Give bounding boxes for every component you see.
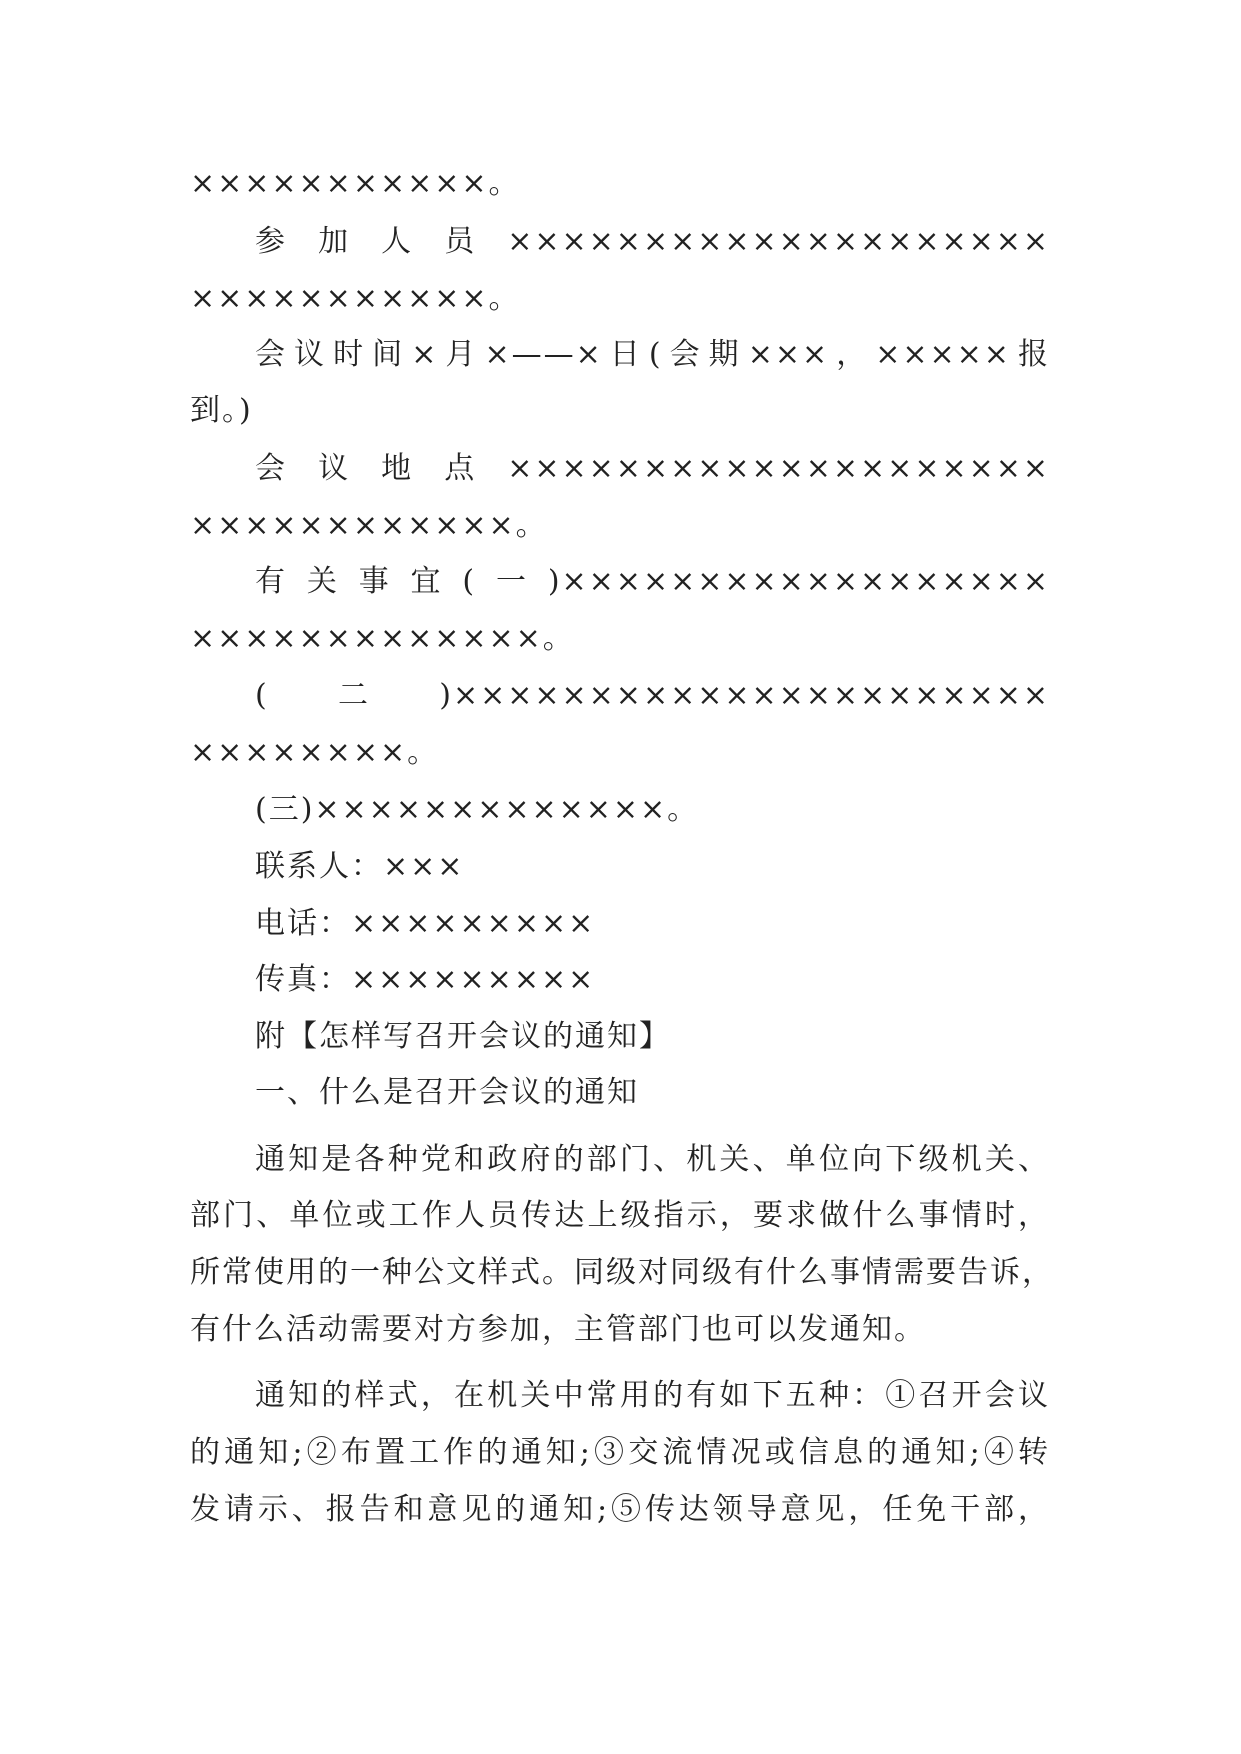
text-line-19: 部门、单位或工作人员传达上级指示，要求做什么事情时， bbox=[190, 1198, 1050, 1233]
text-line-2: 参加人员×××××××××××××××××××× bbox=[255, 224, 1050, 259]
text-line-14: 电话：××××××××× bbox=[255, 906, 596, 941]
text-line-17: 一、什么是召开会议的通知 bbox=[255, 1075, 639, 1110]
text-line-18: 通知是各种党和政府的部门、机关、单位向下级机关、 bbox=[255, 1142, 1050, 1177]
text-line-11: ××××××××。 bbox=[190, 735, 440, 770]
text-line-24: 发请示、报告和意见的通知;⑤传达领导意见，任免干部， bbox=[190, 1492, 1050, 1527]
text-line-7: ××××××××××××。 bbox=[190, 508, 548, 543]
text-line-9: ×××××××××××××。 bbox=[190, 621, 575, 656]
text-line-23: 的通知;②布置工作的通知;③交流情况或信息的通知;④转 bbox=[190, 1435, 1050, 1470]
text-line-10: (二)×××××××××××××××××××××× bbox=[255, 678, 1050, 713]
text-line-4: 会议时间×月×——×日(会期×××，×××××报 bbox=[255, 337, 1050, 372]
text-line-8: 有关事宜(一)×××××××××××××××××× bbox=[255, 564, 1050, 599]
text-line-6: 会议地点×××××××××××××××××××× bbox=[255, 451, 1050, 486]
text-line-1: ×××××××××××。 bbox=[190, 166, 521, 201]
text-line-15: 传真：××××××××× bbox=[255, 962, 596, 997]
text-line-20: 所常使用的一种公文样式。同级对同级有什么事情需要告诉， bbox=[190, 1255, 1054, 1290]
text-line-3: ×××××××××××。 bbox=[190, 281, 521, 316]
text-line-12: (三)×××××××××××××。 bbox=[255, 792, 700, 827]
text-line-22: 通知的样式，在机关中常用的有如下五种：①召开会议 bbox=[255, 1378, 1050, 1413]
text-line-13: 联系人：××× bbox=[255, 849, 465, 884]
text-line-5: 到。) bbox=[190, 393, 253, 428]
text-line-21: 有什么活动需要对方参加，主管部门也可以发通知。 bbox=[190, 1312, 926, 1347]
text-line-16: 附【怎样写召开会议的通知】 bbox=[255, 1019, 671, 1054]
